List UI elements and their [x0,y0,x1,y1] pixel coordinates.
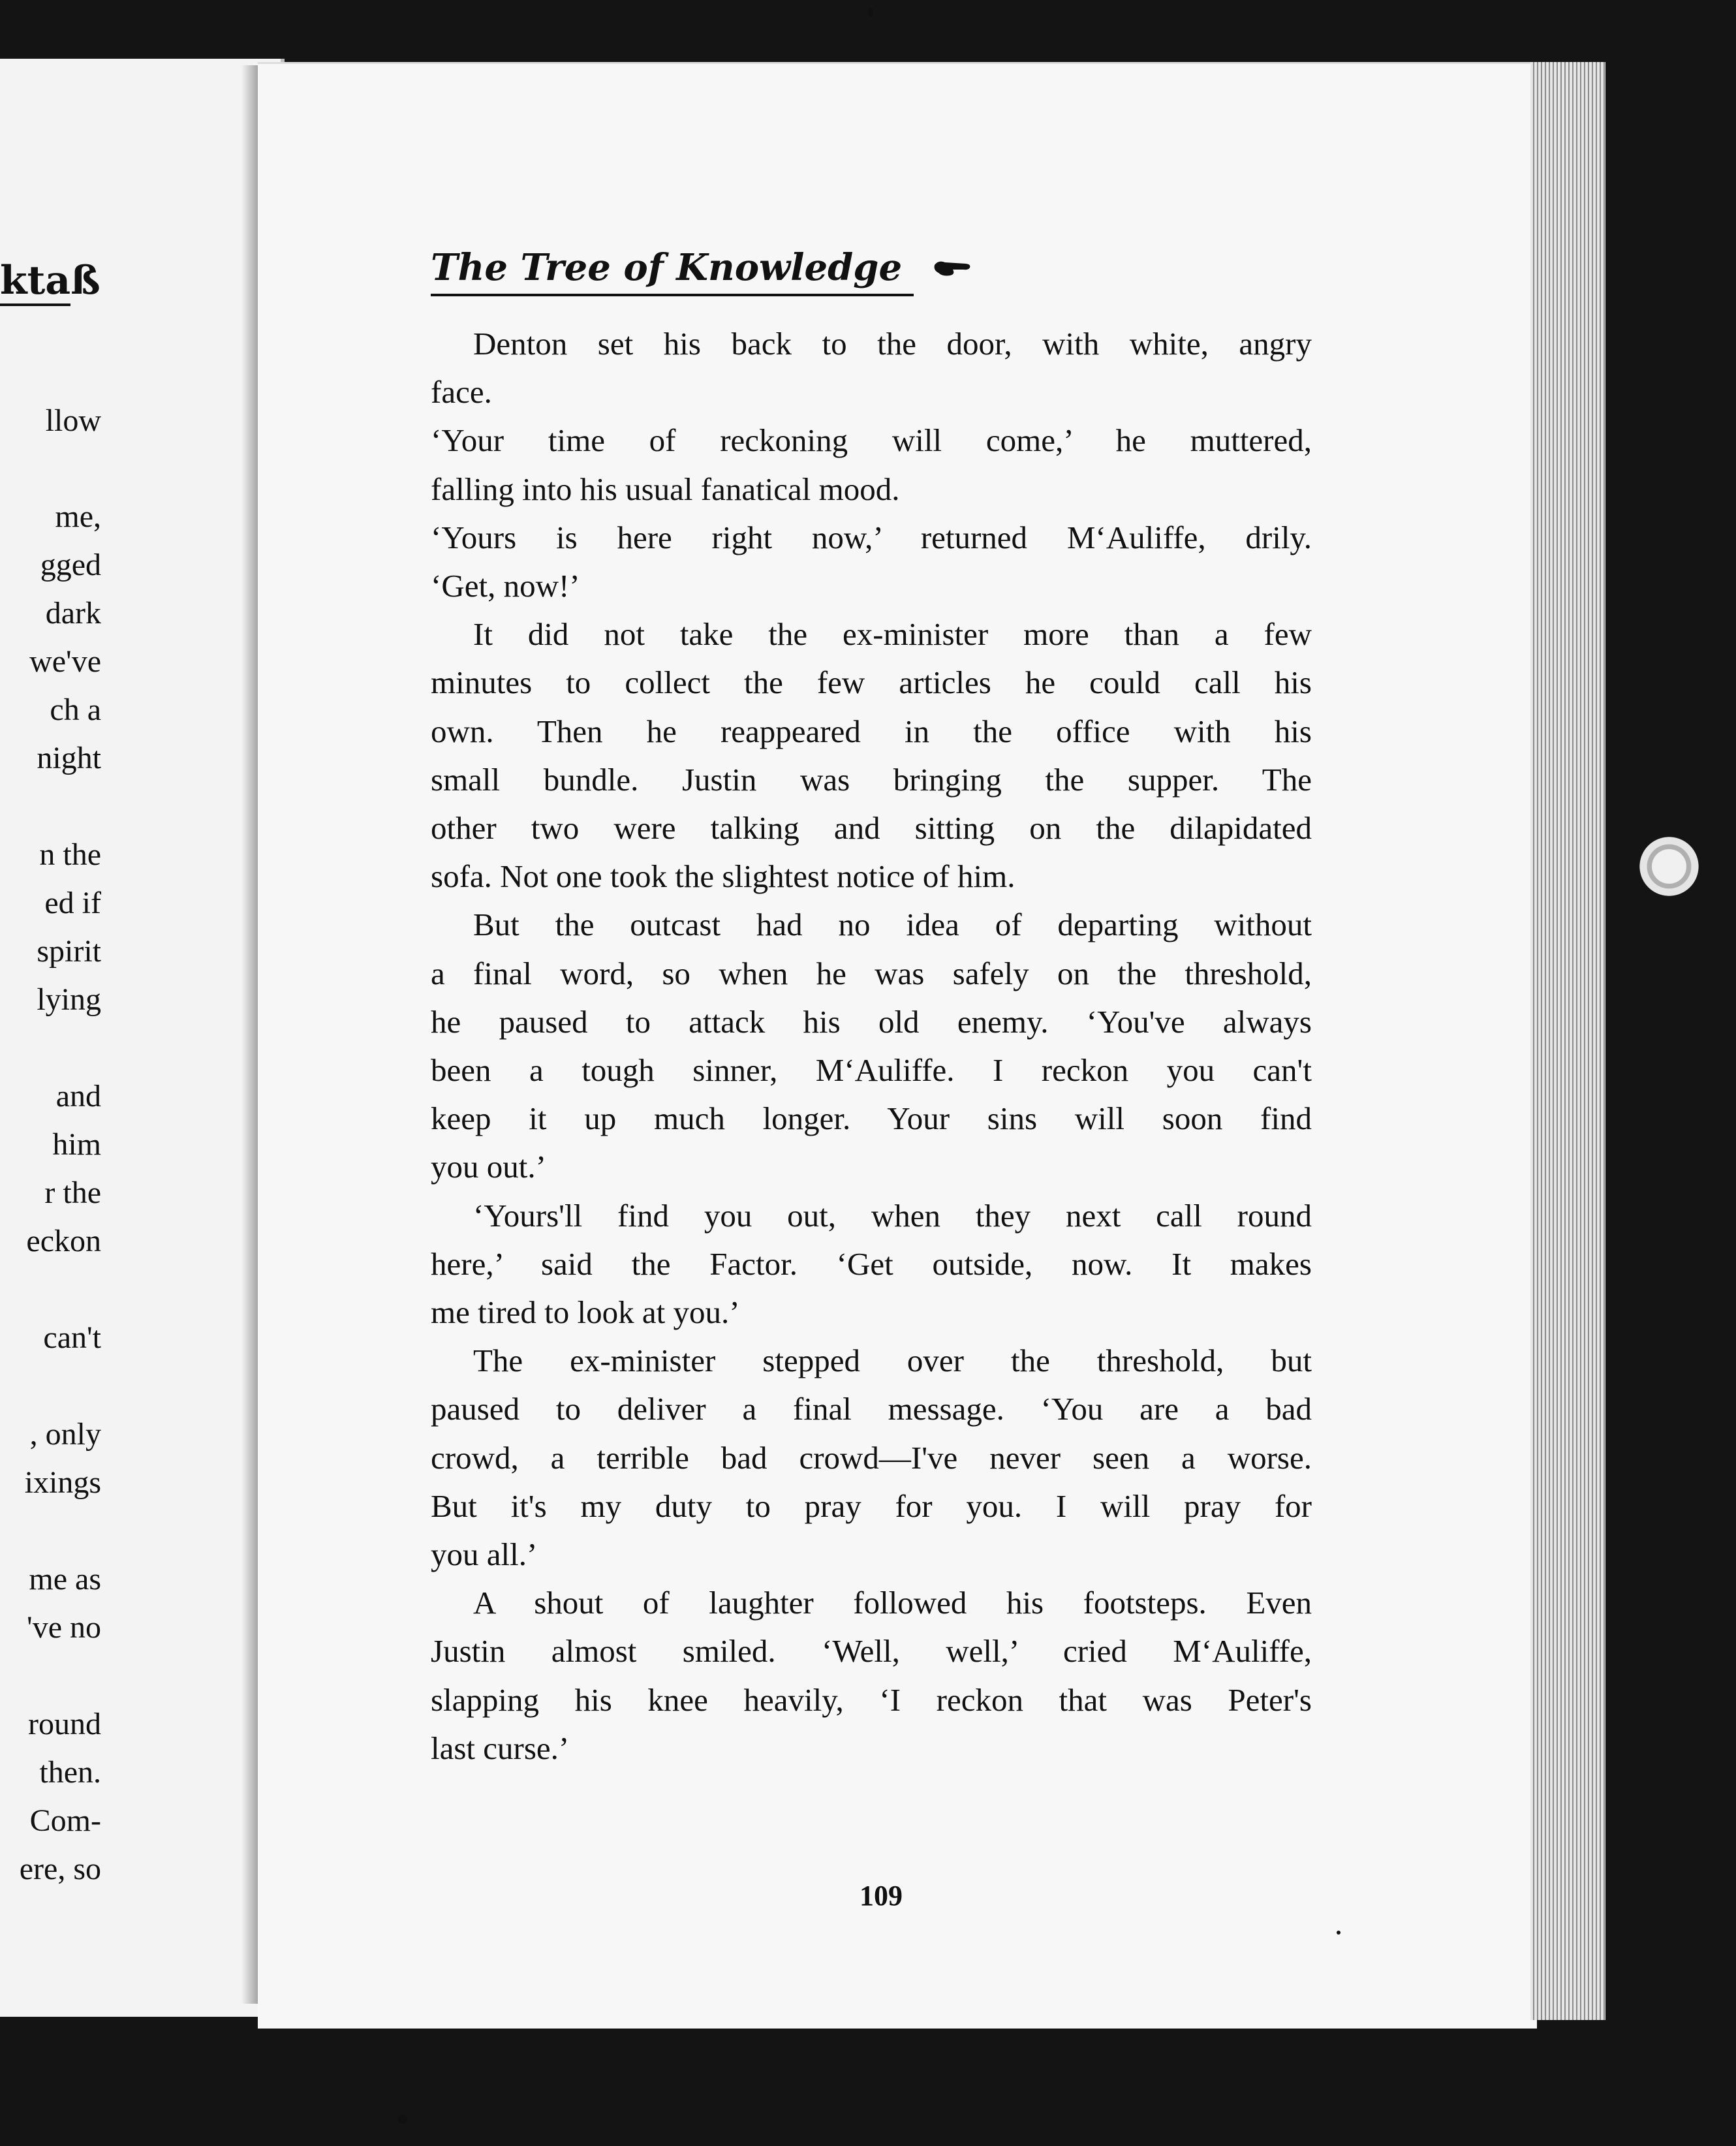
left-line: me, [55,499,101,534]
ink-speck [1337,1931,1341,1935]
left-line: ed if [44,886,101,920]
left-line: dark [45,596,101,630]
text-line: But it's my duty to pray for you. I will pray for [431,1487,1312,1524]
left-line: Com- [29,1803,101,1838]
text-line: Denton set his back to the door, with white, angry [473,326,1312,362]
text-line: falling into his usual fanatical mood. [431,471,900,507]
text-line: ‘Yours'll find you out, when they next call round [473,1197,1312,1234]
left-line: r the [44,1175,101,1210]
background-shadow [1605,39,1736,2146]
left-line: n the [39,837,101,872]
text-line: small bundle. Justin was bringing the supper. The [431,761,1312,798]
left-running-head-fragment: ktaß [0,258,70,306]
text-line: ‘Yours is here right now,’ returned M‘Auliffe, drily. [431,519,1312,555]
text-line: he paused to attack his old enemy. ‘You've always [431,1003,1312,1040]
pointing-hand-icon [933,256,972,278]
text-line: face. [431,374,492,411]
running-head-rule [431,294,914,296]
text-line: ‘Your time of reckoning will come,’ he muttered, [431,422,1312,459]
paper-blot [1632,835,1707,897]
body-text [431,320,1312,1773]
left-line: and [55,1079,101,1113]
text-line: a final word, so when he was safely on the threshold, [431,955,1312,991]
left-line: night [37,741,101,775]
text-line: you all.’ [431,1536,538,1573]
text-line: other two were talking and sitting on the dilapidated [431,810,1312,847]
left-line: spirit [37,934,101,969]
text-line: last curse.’ [431,1730,570,1766]
text-line: It did not take the ex-minister more than a few [473,616,1312,653]
text-line: Justin almost smiled. ‘Well, well,’ cried M‘Auliffe, [431,1633,1312,1670]
left-line: lying [37,982,101,1017]
left-line: ixings [24,1465,101,1500]
left-line: eckon [26,1224,101,1258]
left-line: ere, so [19,1852,101,1886]
left-line: him [52,1127,101,1162]
text-line: me tired to look at you.’ [431,1294,740,1331]
left-line: , only [29,1417,101,1452]
page-edges [1530,62,1605,2020]
text-line: sofa. Not one took the slightest notice of him. [431,858,1015,895]
ink-speck [398,2115,407,2124]
left-line: 've no [27,1610,101,1645]
left-line: ch a [50,692,101,727]
text-line: A shout of laughter followed his footsteps. Even [473,1585,1312,1621]
ink-speck [868,8,873,17]
left-line: me as [29,1562,101,1596]
text-line: crowd, a terrible bad crowd—I've never seen a worse. [431,1439,1312,1476]
running-head: The Tree of Knowledge [431,246,903,289]
text-line: keep it up much longer. Your sins will soon find [431,1100,1312,1137]
text-line: paused to deliver a final message. ‘You are a bad [431,1391,1312,1427]
text-line: The ex-minister stepped over the threshold, but [473,1343,1312,1379]
text-line: been a tough sinner, M‘Auliffe. I reckon you can't [431,1052,1312,1089]
text-line: here,’ said the Factor. ‘Get outside, now. It makes [431,1245,1312,1282]
left-line: round [28,1707,101,1741]
left-line: llow [45,403,101,438]
text-line: slapping his knee heavily, ‘I reckon that was Peter's [431,1681,1312,1718]
text-line: you out.’ [431,1149,546,1185]
text-line: ‘Get, now!’ [431,568,580,604]
page-number: 109 [860,1880,903,1912]
left-line: we've [29,644,101,679]
left-line: can't [43,1320,101,1355]
left-line: gged [40,548,101,582]
text-line: own. Then he reappeared in the office with his [431,713,1312,749]
text-line: minutes to collect the few articles he could call his [431,664,1312,701]
left-line: then. [39,1755,101,1790]
text-line: But the outcast had no idea of departing without [473,907,1312,943]
